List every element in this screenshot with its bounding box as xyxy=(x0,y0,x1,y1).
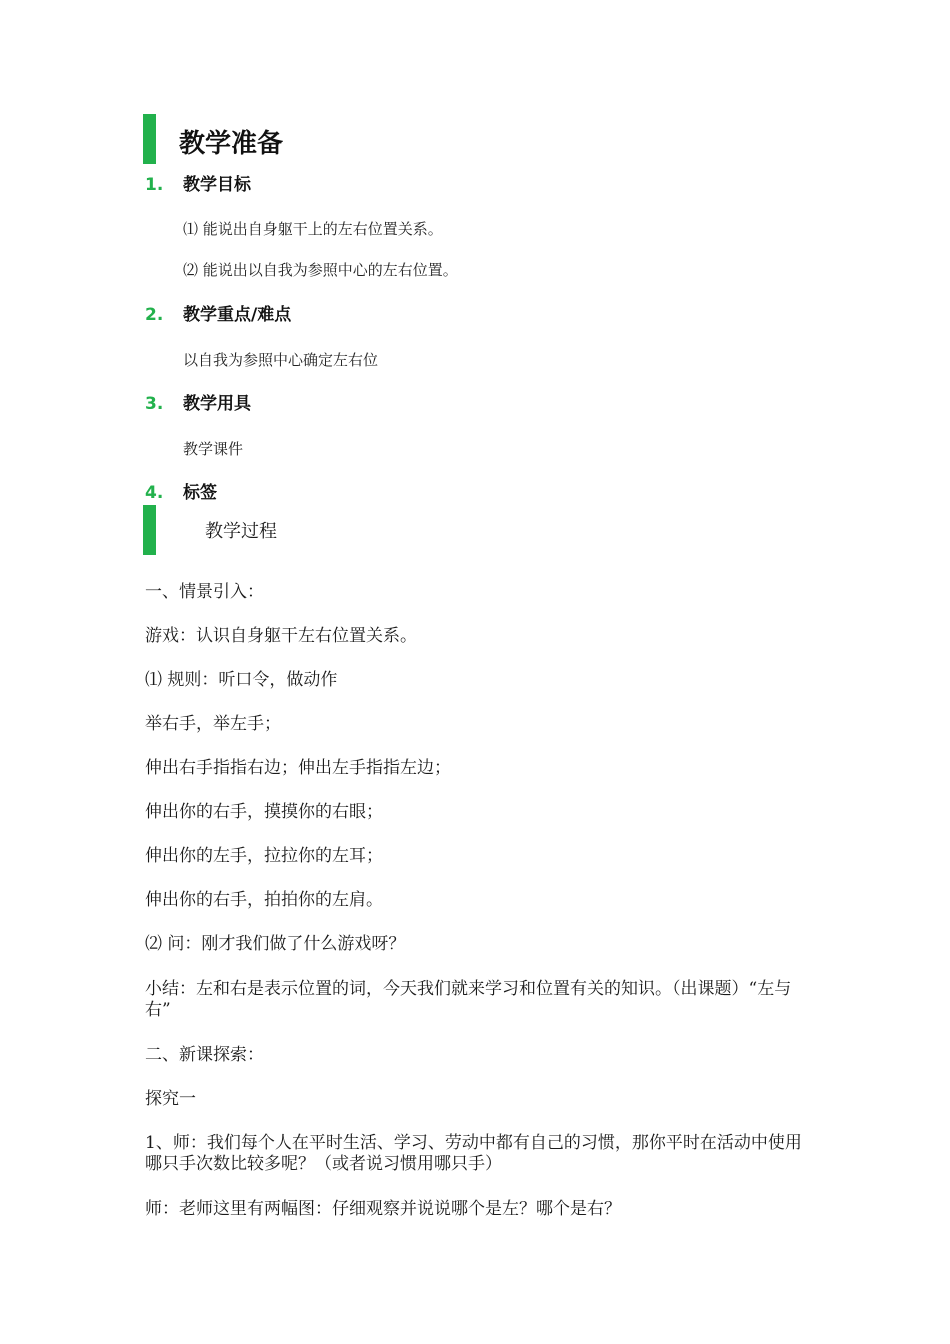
section-number: 2. xyxy=(145,305,164,325)
process-title: 教学过程 xyxy=(205,521,277,542)
paragraph: 小结：左和右是表示位置的词，今天我们就来学习和位置有关的知识。（出课题）“左与右” xyxy=(145,979,792,1020)
section-title-key-points: 教学重点/难点 xyxy=(183,305,292,325)
objective-item: ⑵ 能说出以自我为参照中心的左右位置。 xyxy=(183,261,458,279)
paragraph: 伸出你的左手，拉拉你的左耳； xyxy=(145,846,383,866)
section-title-tools: 教学用具 xyxy=(183,394,251,414)
section-title-tags: 标签 xyxy=(183,483,217,503)
paragraph: 举右手，举左手； xyxy=(145,714,281,734)
paragraph: 师：老师这里有两幅图：仔细观察并说说哪个是左？哪个是右？ xyxy=(145,1199,621,1219)
objective-item: ⑴ 能说出自身躯干上的左右位置关系。 xyxy=(183,220,443,238)
paragraph: 二、新课探索： xyxy=(145,1045,264,1065)
paragraph: 探究一 xyxy=(145,1089,196,1109)
paragraph: 游戏：认识自身躯干左右位置关系。 xyxy=(145,626,417,646)
paragraph: 一、情景引入： xyxy=(145,582,264,602)
section-number: 4. xyxy=(145,483,164,503)
tools-text: 教学课件 xyxy=(183,440,244,458)
key-points-text: 以自我为参照中心确定左右位 xyxy=(183,351,379,369)
heading-accent-bar xyxy=(143,505,156,555)
section-number: 3. xyxy=(145,394,164,414)
paragraph: 伸出你的右手，拍拍你的左肩。 xyxy=(145,890,383,910)
paragraph: 伸出右手指指右边；伸出左手指指左边； xyxy=(145,758,451,778)
paragraph: 1、师：我们每个人在平时生活、学习、劳动中都有自己的习惯，那你平时在活动中使用哪只手次数比较多呢？（或者说习惯用哪只手） xyxy=(145,1133,802,1174)
section-title-objectives: 教学目标 xyxy=(183,175,251,195)
paragraph: ⑴ 规则：听口令，做动作 xyxy=(145,670,338,690)
paragraph: 伸出你的右手，摸摸你的右眼； xyxy=(145,802,383,822)
page-title: 教学准备 xyxy=(179,129,284,159)
heading-accent-bar xyxy=(143,114,156,164)
section-number: 1. xyxy=(145,175,164,195)
paragraph: ⑵ 问：刚才我们做了什么游戏呀？ xyxy=(145,934,406,954)
